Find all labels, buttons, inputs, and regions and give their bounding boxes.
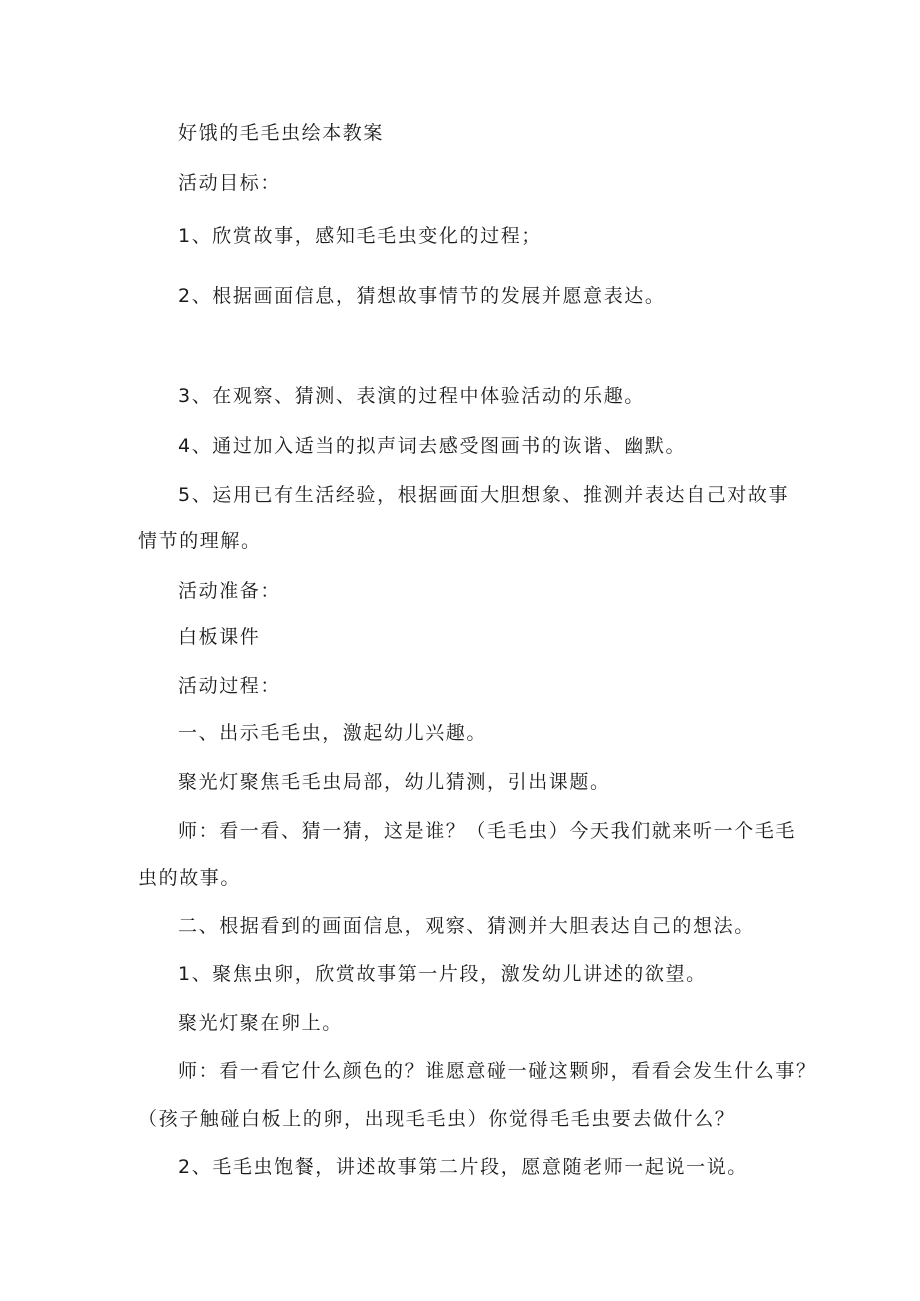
paragraph: 白板课件 (178, 626, 261, 648)
section-heading-goals: 活动目标： (178, 172, 282, 194)
paragraph-continuation: 虫的故事。 (138, 867, 242, 889)
paragraph: 4、通过加入适当的拟声词去感受图画书的诙谐、幽默。 (178, 435, 687, 457)
section-heading-preparation: 活动准备： (178, 580, 282, 602)
paragraph: 2、毛毛虫饱餐，讲述故事第二片段，愿意随老师一起说一说。 (178, 1156, 748, 1178)
paragraph: 师：看一看它什么颜色的？谁愿意碰一碰这颗卵，看看会发生什么事？ (178, 1060, 817, 1082)
paragraph: 聚光灯聚在卵上。 (178, 1012, 343, 1034)
paragraph: 3、在观察、猜测、表演的过程中体验活动的乐趣。 (178, 385, 645, 407)
document-title: 好饿的毛毛虫绘本教案 (178, 122, 385, 144)
paragraph-continuation: 情节的理解。 (138, 530, 262, 552)
paragraph: 聚光灯聚焦毛毛虫局部，幼儿猜测，引出课题。 (178, 771, 611, 793)
paragraph-continuation: （孩子触碰白板上的卵，出现毛毛虫）你觉得毛毛虫要去做什么？ (138, 1108, 736, 1130)
paragraph: 师：看一看、猜一猜，这是谁？（毛毛虫）今天我们就来听一个毛毛 (178, 820, 797, 842)
section-heading-process: 活动过程： (178, 675, 282, 697)
paragraph: 二、根据看到的画面信息，观察、猜测并大胆表达自己的想法。 (178, 915, 755, 937)
paragraph: 2、根据画面信息，猜想故事情节的发展并愿意表达。 (178, 285, 666, 307)
paragraph: 一、出示毛毛虫，激起幼儿兴趣。 (178, 722, 488, 744)
paragraph: 1、欣赏故事，感知毛毛虫变化的过程； (178, 225, 542, 247)
paragraph: 1、聚焦虫卵，欣赏故事第一片段，激发幼儿讲述的欲望。 (178, 963, 707, 985)
paragraph: 5、运用已有生活经验，根据画面大胆想象、推测并表达自己对故事 (178, 484, 790, 506)
